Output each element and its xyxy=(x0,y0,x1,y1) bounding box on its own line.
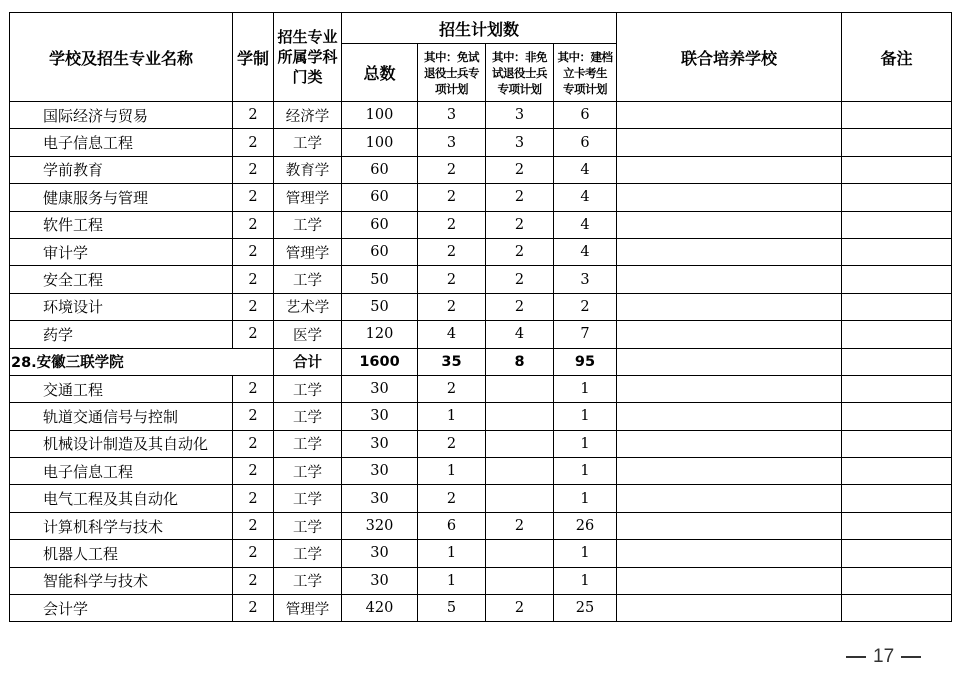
major-duration: 2 xyxy=(233,430,274,457)
page-dash-right xyxy=(901,656,921,658)
major-duration: 2 xyxy=(233,595,274,622)
major-nonexempt: 2 xyxy=(486,512,554,539)
major-nonexempt: 2 xyxy=(486,595,554,622)
header-nonexempt-line: 试退役士兵 xyxy=(492,65,547,80)
major-category: 工学 xyxy=(274,567,342,594)
major-total: 60 xyxy=(342,184,418,211)
major-name: 国际经济与贸易 xyxy=(10,102,233,129)
major-nonexempt: 2 xyxy=(486,266,554,293)
remarks-cell xyxy=(842,238,952,265)
major-poverty: 1 xyxy=(554,567,617,594)
remarks-cell xyxy=(842,293,952,320)
table-row xyxy=(10,184,952,211)
table-row xyxy=(10,375,952,402)
remarks-cell xyxy=(842,567,952,594)
major-total: 30 xyxy=(342,403,418,430)
major-total: 30 xyxy=(342,375,418,402)
table-row xyxy=(10,238,952,265)
major-duration: 2 xyxy=(233,567,274,594)
major-nonexempt xyxy=(486,430,554,457)
remarks-cell xyxy=(842,375,952,402)
header-nonexempt xyxy=(486,44,554,102)
header-exempt xyxy=(418,44,486,102)
major-exempt: 2 xyxy=(418,211,486,238)
major-total: 60 xyxy=(342,238,418,265)
school-total: 1600 xyxy=(342,348,418,375)
major-nonexempt: 2 xyxy=(486,156,554,183)
major-name: 机械设计制造及其自动化 xyxy=(10,430,233,457)
remarks-cell xyxy=(842,458,952,485)
major-name: 安全工程 xyxy=(10,266,233,293)
major-total: 60 xyxy=(342,211,418,238)
major-category: 工学 xyxy=(274,458,342,485)
major-poverty: 26 xyxy=(554,512,617,539)
major-duration: 2 xyxy=(233,458,274,485)
header-poverty-line: 立卡考生 xyxy=(563,65,607,80)
joint-school-cell xyxy=(617,102,842,129)
major-duration: 2 xyxy=(233,266,274,293)
major-category: 工学 xyxy=(274,485,342,512)
table-row xyxy=(10,129,952,156)
major-total: 30 xyxy=(342,485,418,512)
table-row xyxy=(10,211,952,238)
joint-school-cell xyxy=(617,403,842,430)
page-dash-left xyxy=(846,656,866,658)
header-poverty xyxy=(554,44,617,102)
remarks-cell xyxy=(842,485,952,512)
major-total: 420 xyxy=(342,595,418,622)
major-duration: 2 xyxy=(233,293,274,320)
major-exempt: 2 xyxy=(418,293,486,320)
major-poverty: 4 xyxy=(554,238,617,265)
table-row xyxy=(10,567,952,594)
major-category: 工学 xyxy=(274,211,342,238)
header-name: 学校及招生专业名称 xyxy=(10,13,233,102)
major-nonexempt: 3 xyxy=(486,102,554,129)
major-category: 工学 xyxy=(274,129,342,156)
major-name: 电子信息工程 xyxy=(10,458,233,485)
major-category: 工学 xyxy=(274,266,342,293)
major-name: 电子信息工程 xyxy=(10,129,233,156)
school-remarks-cell xyxy=(842,348,952,375)
major-poverty: 1 xyxy=(554,485,617,512)
major-total: 30 xyxy=(342,540,418,567)
major-total: 30 xyxy=(342,567,418,594)
major-poverty: 4 xyxy=(554,184,617,211)
major-poverty: 1 xyxy=(554,540,617,567)
table-body-school-total xyxy=(10,348,952,375)
major-category: 管理学 xyxy=(274,238,342,265)
major-duration: 2 xyxy=(233,540,274,567)
major-duration: 2 xyxy=(233,403,274,430)
major-total: 120 xyxy=(342,321,418,348)
major-poverty: 4 xyxy=(554,211,617,238)
major-name: 计算机科学与技术 xyxy=(10,512,233,539)
remarks-cell xyxy=(842,129,952,156)
remarks-cell xyxy=(842,512,952,539)
major-duration: 2 xyxy=(233,512,274,539)
header-poverty-line: 专项计划 xyxy=(563,81,607,96)
header-joint-school: 联合培养学校 xyxy=(617,13,842,102)
joint-school-cell xyxy=(617,211,842,238)
table-body-previous-school xyxy=(10,102,952,349)
major-name: 药学 xyxy=(10,321,233,348)
table-row xyxy=(10,540,952,567)
school-total-row xyxy=(10,348,952,375)
joint-school-cell xyxy=(617,458,842,485)
major-name: 环境设计 xyxy=(10,293,233,320)
remarks-cell xyxy=(842,184,952,211)
header-exempt-line: 其中：免试 xyxy=(424,49,479,64)
header-exempt-line: 项计划 xyxy=(435,81,468,96)
header-category xyxy=(274,13,342,102)
header-total: 总数 xyxy=(342,44,418,102)
major-duration: 2 xyxy=(233,238,274,265)
major-total: 100 xyxy=(342,129,418,156)
header-nonexempt-line: 专项计划 xyxy=(497,81,542,96)
joint-school-cell xyxy=(617,156,842,183)
table-row xyxy=(10,595,952,622)
major-exempt: 1 xyxy=(418,540,486,567)
major-nonexempt: 2 xyxy=(486,211,554,238)
header-category-line: 所属学科 xyxy=(277,48,338,66)
page-number-text: 17 xyxy=(873,646,895,667)
major-duration: 2 xyxy=(233,485,274,512)
page-number xyxy=(846,646,921,668)
major-exempt: 5 xyxy=(418,595,486,622)
major-exempt: 4 xyxy=(418,321,486,348)
remarks-cell xyxy=(842,540,952,567)
major-nonexempt: 2 xyxy=(486,293,554,320)
major-name: 会计学 xyxy=(10,595,233,622)
major-nonexempt xyxy=(486,540,554,567)
table-row xyxy=(10,293,952,320)
major-category: 工学 xyxy=(274,375,342,402)
table-body-school-majors xyxy=(10,375,952,622)
major-exempt: 1 xyxy=(418,567,486,594)
major-exempt: 3 xyxy=(418,102,486,129)
major-poverty: 7 xyxy=(554,321,617,348)
major-total: 320 xyxy=(342,512,418,539)
major-exempt: 1 xyxy=(418,403,486,430)
header-nonexempt-line: 其中：非免 xyxy=(492,49,547,64)
major-total: 30 xyxy=(342,458,418,485)
joint-school-cell xyxy=(617,266,842,293)
major-name: 学前教育 xyxy=(10,156,233,183)
enrollment-plan-table xyxy=(9,12,952,622)
major-name: 交通工程 xyxy=(10,375,233,402)
major-name: 审计学 xyxy=(10,238,233,265)
joint-school-cell xyxy=(617,238,842,265)
joint-school-cell xyxy=(617,375,842,402)
major-category: 管理学 xyxy=(274,595,342,622)
major-name: 健康服务与管理 xyxy=(10,184,233,211)
major-total: 30 xyxy=(342,430,418,457)
header-exempt-line: 退役士兵专 xyxy=(424,65,479,80)
table-row xyxy=(10,403,952,430)
major-nonexempt xyxy=(486,375,554,402)
major-duration: 2 xyxy=(233,129,274,156)
major-nonexempt xyxy=(486,567,554,594)
major-exempt: 3 xyxy=(418,129,486,156)
major-category: 工学 xyxy=(274,540,342,567)
major-category: 工学 xyxy=(274,403,342,430)
joint-school-cell xyxy=(617,567,842,594)
major-poverty: 6 xyxy=(554,129,617,156)
school-total-label: 合计 xyxy=(274,348,342,375)
major-duration: 2 xyxy=(233,211,274,238)
major-exempt: 6 xyxy=(418,512,486,539)
major-poverty: 3 xyxy=(554,266,617,293)
major-poverty: 1 xyxy=(554,430,617,457)
major-category: 医学 xyxy=(274,321,342,348)
joint-school-cell xyxy=(617,430,842,457)
joint-school-cell xyxy=(617,293,842,320)
school-nonexempt: 8 xyxy=(486,348,554,375)
joint-school-cell xyxy=(617,184,842,211)
major-poverty: 4 xyxy=(554,156,617,183)
major-poverty: 1 xyxy=(554,403,617,430)
school-joint-cell xyxy=(617,348,842,375)
major-exempt: 2 xyxy=(418,430,486,457)
major-poverty: 6 xyxy=(554,102,617,129)
major-exempt: 2 xyxy=(418,238,486,265)
major-exempt: 2 xyxy=(418,156,486,183)
header-remarks: 备注 xyxy=(842,13,952,102)
table-row xyxy=(10,102,952,129)
major-nonexempt: 3 xyxy=(486,129,554,156)
major-category: 工学 xyxy=(274,430,342,457)
header-duration: 学制 xyxy=(233,13,274,102)
remarks-cell xyxy=(842,321,952,348)
school-exempt: 35 xyxy=(418,348,486,375)
major-exempt: 2 xyxy=(418,184,486,211)
major-poverty: 25 xyxy=(554,595,617,622)
table-row xyxy=(10,485,952,512)
remarks-cell xyxy=(842,102,952,129)
major-total: 50 xyxy=(342,293,418,320)
major-exempt: 2 xyxy=(418,485,486,512)
remarks-cell xyxy=(842,430,952,457)
header-poverty-line: 其中：建档 xyxy=(557,49,613,64)
major-category: 管理学 xyxy=(274,184,342,211)
remarks-cell xyxy=(842,266,952,293)
major-duration: 2 xyxy=(233,321,274,348)
table-row xyxy=(10,156,952,183)
major-poverty: 2 xyxy=(554,293,617,320)
joint-school-cell xyxy=(617,129,842,156)
major-poverty: 1 xyxy=(554,375,617,402)
major-name: 智能科学与技术 xyxy=(10,567,233,594)
major-exempt: 2 xyxy=(418,375,486,402)
remarks-cell xyxy=(842,211,952,238)
joint-school-cell xyxy=(617,595,842,622)
table-row xyxy=(10,321,952,348)
major-name: 电气工程及其自动化 xyxy=(10,485,233,512)
joint-school-cell xyxy=(617,540,842,567)
remarks-cell xyxy=(842,156,952,183)
table-row xyxy=(10,430,952,457)
school-poverty: 95 xyxy=(554,348,617,375)
major-nonexempt xyxy=(486,458,554,485)
header-plan: 招生计划数 xyxy=(342,13,617,44)
major-total: 50 xyxy=(342,266,418,293)
major-duration: 2 xyxy=(233,102,274,129)
major-category: 经济学 xyxy=(274,102,342,129)
major-category: 工学 xyxy=(274,512,342,539)
major-name: 轨道交通信号与控制 xyxy=(10,403,233,430)
major-exempt: 1 xyxy=(418,458,486,485)
table-row xyxy=(10,266,952,293)
major-duration: 2 xyxy=(233,156,274,183)
remarks-cell xyxy=(842,403,952,430)
major-category: 艺术学 xyxy=(274,293,342,320)
major-category: 教育学 xyxy=(274,156,342,183)
major-duration: 2 xyxy=(233,184,274,211)
remarks-cell xyxy=(842,595,952,622)
table-row xyxy=(10,512,952,539)
major-nonexempt xyxy=(486,485,554,512)
school-name: 28.安徽三联学院 xyxy=(10,348,274,375)
header-category-line: 门类 xyxy=(292,68,323,86)
joint-school-cell xyxy=(617,512,842,539)
joint-school-cell xyxy=(617,321,842,348)
major-nonexempt: 2 xyxy=(486,238,554,265)
major-poverty: 1 xyxy=(554,458,617,485)
major-name: 机器人工程 xyxy=(10,540,233,567)
major-total: 100 xyxy=(342,102,418,129)
table-row xyxy=(10,458,952,485)
major-duration: 2 xyxy=(233,375,274,402)
major-nonexempt: 2 xyxy=(486,184,554,211)
major-nonexempt: 4 xyxy=(486,321,554,348)
header-category-line: 招生专业 xyxy=(277,28,338,46)
joint-school-cell xyxy=(617,485,842,512)
major-name: 软件工程 xyxy=(10,211,233,238)
major-nonexempt xyxy=(486,403,554,430)
major-total: 60 xyxy=(342,156,418,183)
major-exempt: 2 xyxy=(418,266,486,293)
